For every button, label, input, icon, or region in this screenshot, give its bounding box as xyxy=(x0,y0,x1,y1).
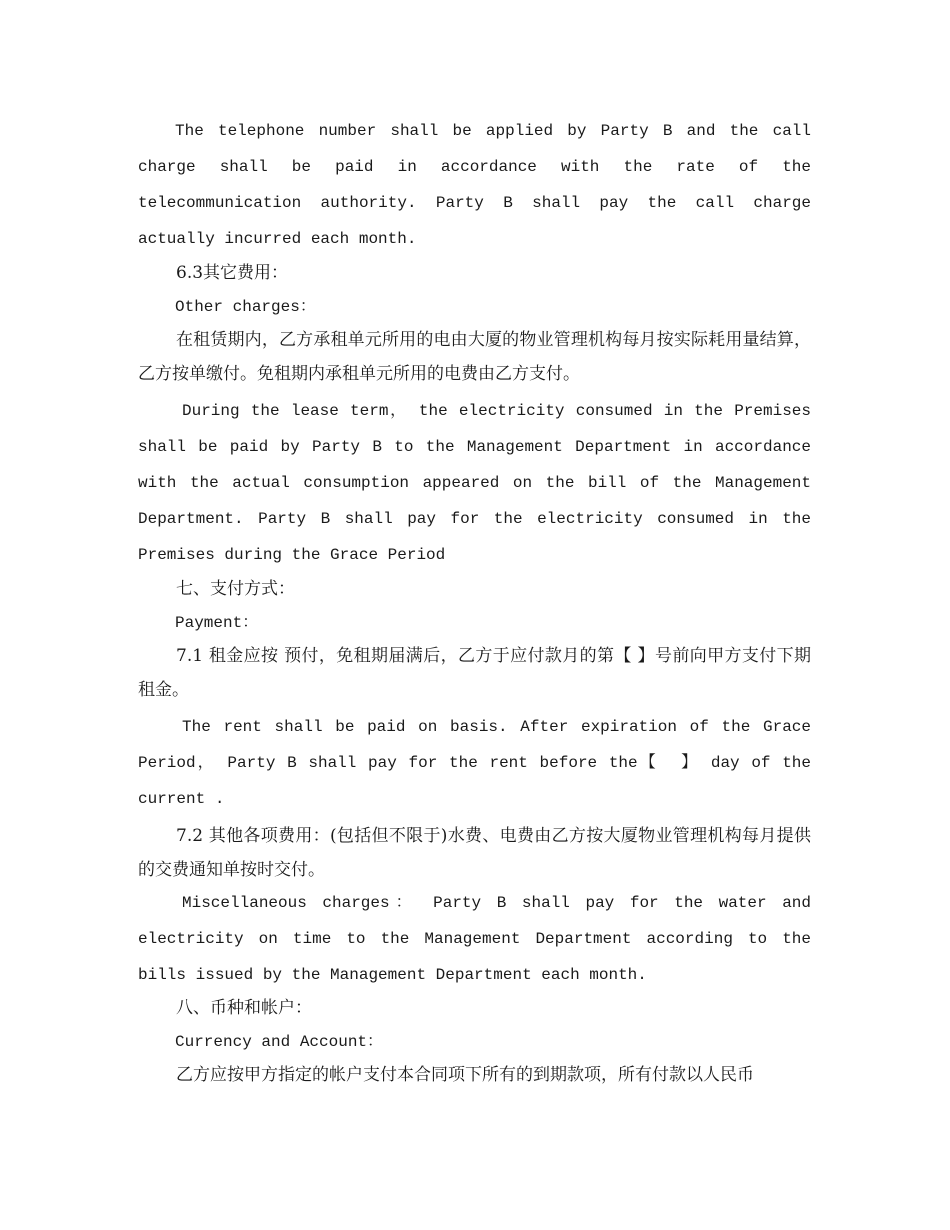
paragraph-7-2-misc-en: Miscellaneous charges： Party B shall pay for the water and electricity on time to the Management Department according to the bills issued by the Management Department each month. xyxy=(138,894,821,984)
heading-currency-account-zh: 八、币种和帐户： xyxy=(176,998,312,1018)
heading-other-charges-en: Other charges： xyxy=(175,298,316,316)
paragraph-electricity-en: During the lease term， the electricity consumed in the Premises shall be paid by Party B to the Management Department in accordance with the actual consumption appeared on the bill of the Management Department. Party B shall pay for the electricity consumed in the Premises during the Grace Period xyxy=(138,402,821,564)
heading-payment-zh: 七、支付方式： xyxy=(176,579,295,599)
paragraph-telephone-charge: The telephone number shall be applied by Party B and the call charge shall be paid in accordance with the rate of the telecommunication authority. Party B shall pay the call charge actually incurred each month. xyxy=(138,122,821,248)
heading-6-3-other-charges-zh: 6.3其它费用： xyxy=(176,263,289,283)
heading-payment-en: Payment： xyxy=(175,614,259,632)
paragraph-electricity-zh: 在租赁期内，乙方承租单元所用的电由大厦的物业管理机构每月按实际耗用量结算，乙方按单缴付。免租期内承租单元所用的电费由乙方支付。 xyxy=(138,330,811,384)
paragraph-7-1-rent-en: The rent shall be paid on basis. After expiration of the Grace Period， Party B shall pay for the rent before the【 】 day of the current . xyxy=(138,718,821,808)
paragraph-7-2-misc-zh: 7.2 其他各项费用：(包括但不限于)水费、电费由乙方按大厦物业管理机构每月提供的交费通知单按时交付。 xyxy=(138,826,811,880)
paragraph-account-payment-zh: 乙方应按甲方指定的帐户支付本合同项下所有的到期款项，所有付款以人民币 xyxy=(176,1065,754,1085)
paragraph-7-1-rent-zh: 7.1 租金应按 预付，免租期届满后，乙方于应付款月的第【 】号前向甲方支付下期租金。 xyxy=(138,646,811,700)
heading-currency-account-en: Currency and Account： xyxy=(175,1033,384,1051)
